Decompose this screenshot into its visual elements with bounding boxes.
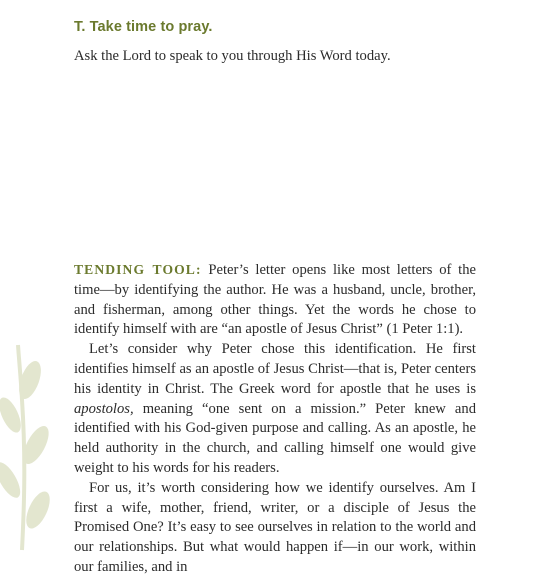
- tending-tool-label: TENDING TOOL:: [74, 262, 202, 277]
- tending-tool-paragraph-3: For us, it’s worth considering how we identify ourselves. Am I first a wife, mother, friend, writer, or a disciple of Jesus the Promised One? It’s easy to see ourselves in relation to the world and our relationships. But what would happen if—in our work, within our families, and in: [74, 479, 476, 575]
- prayer-heading: T. Take time to pray.: [74, 19, 213, 35]
- tending-tool-paragraph-1: [74, 260, 476, 340]
- tending-tool-paragraph-1-text: Peter’s letter opens like most letters of the time—by identifying the author. He was a husband, uncle, brother, and fisherman, among other things. Yet the words he chose to identify himself with are “an apostle of Jesus Christ” (1 Peter 1:1).: [74, 262, 476, 338]
- leaf-branch-illustration: [0, 340, 60, 550]
- paragraph-2-after: meaning “one sent on a mission.” Peter knew and identified with his God-given purpose and calling. As an apostle, he held authority in the church, and calling himself one would give weight to his words for his readers.: [74, 400, 476, 476]
- tending-tool-section: [74, 260, 476, 578]
- tending-tool-paragraph-2: [74, 340, 476, 479]
- paragraph-2-before: Let’s consider why Peter chose this identification. He first identifies himself as an apostle of Jesus Christ—that is, Peter centers his identity in Christ. The Greek word for apostle that he uses is: [74, 341, 476, 397]
- prayer-text: Ask the Lord to speak to you through His Word today.: [74, 48, 391, 64]
- paragraph-2-italic: apostolos,: [74, 400, 134, 417]
